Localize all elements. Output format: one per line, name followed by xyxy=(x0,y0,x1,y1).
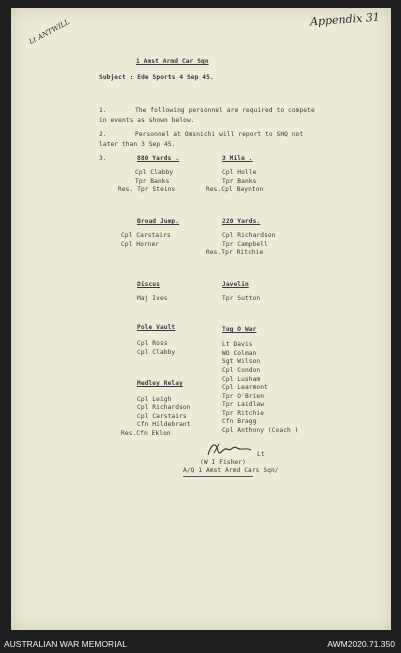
signature-role: A/Q 1 Amst Armd Cars Sqn/ xyxy=(183,467,279,474)
corner-annotation: Lt ANTWILL xyxy=(27,17,72,47)
event-pole-vault-entry: Cpl Clabby xyxy=(137,349,176,356)
event-220-yards-entry: Res.Tpr Ritchie xyxy=(206,249,264,256)
event-tug-o-war-entry: WO Colman xyxy=(222,350,257,357)
event-broad-jump-entry: Cpl Horner xyxy=(121,241,160,248)
event-tug-o-war-entry: Cpl Lusham xyxy=(222,376,261,383)
event-broad-jump-entry: Cpl Carstairs xyxy=(121,232,171,239)
event-tug-o-war-title: Tug O War xyxy=(222,326,257,333)
event-220-yards-title: 220 Yards. xyxy=(222,218,261,225)
para-2-line-1: Personnel at Omsnichi will report to SHQ not xyxy=(135,131,304,138)
event-discus-title: Discus xyxy=(137,281,160,288)
event-3-mile-entry: Tpr Banks xyxy=(222,178,257,185)
event-tug-o-war-entry: Tpr Ritchie xyxy=(222,410,265,417)
event-tug-o-war-entry: Tpr O'Brien xyxy=(222,393,265,400)
event-medley-relay-entry: Res.Cfn Eklon xyxy=(121,430,171,437)
handwritten-signature xyxy=(205,439,255,461)
para-1-line-1: The following personnel are required to compete xyxy=(135,107,315,114)
event-javelin-title: Javelin xyxy=(222,281,249,288)
para-2-line-2: later than 3 Sep 45. xyxy=(99,141,176,148)
event-3-mile-entry: Cpl Holle xyxy=(222,169,257,176)
event-tug-o-war-entry: Cpl Anthony (Coach ) xyxy=(222,427,299,434)
event-880-yards-title: 880 Yards . xyxy=(137,155,180,162)
signature-rank: Lt xyxy=(257,451,265,458)
event-tug-o-war-entry: Tpr Laidlaw xyxy=(222,401,265,408)
event-tug-o-war-entry: Cpl Condon xyxy=(222,367,261,374)
event-medley-relay-entry: Cfn Hildebrant xyxy=(137,421,191,428)
event-880-entry: Cpl Clabby xyxy=(135,169,174,176)
event-220-yards-entry: Cpl Richardson xyxy=(222,232,276,239)
event-tug-o-war-entry: Sgt Wilson xyxy=(222,358,261,365)
event-medley-relay-entry: Cpl Richardson xyxy=(137,404,191,411)
footer-bar xyxy=(0,634,401,653)
event-medley-relay-entry: Cpl Leigh xyxy=(137,396,172,403)
event-broad-jump-title: Broad Jump. xyxy=(137,218,180,225)
event-tug-o-war-entry: Cpl Learmont xyxy=(222,384,268,391)
event-medley-relay-entry: Cpl Carstairs xyxy=(137,413,187,420)
para-2-number: 2. xyxy=(99,131,107,138)
event-tug-o-war-entry: Lt Davis xyxy=(222,341,253,348)
subject-line: Subject : Ede Sports 4 Sep 45. xyxy=(99,74,214,81)
event-880-entry: Tpr Banks xyxy=(135,178,170,185)
para-3-number: 3. xyxy=(99,155,107,162)
event-javelin-entry: Tpr Sutton xyxy=(222,295,261,302)
event-pole-vault-title: Pole Vault xyxy=(137,324,176,331)
footer-accession: AWM2020.71.350 xyxy=(327,639,395,649)
event-pole-vault-entry: Cpl Ross xyxy=(137,340,168,347)
event-3-mile-entry: Res.Cpl Baynton xyxy=(206,186,264,193)
event-tug-o-war-entry: Cfn Bragg xyxy=(222,418,257,425)
event-220-yards-entry: Tpr Campbell xyxy=(222,241,268,248)
event-medley-relay-title: Medley Relay xyxy=(137,380,183,387)
event-3-mile-title: 3 Mile . xyxy=(222,155,253,162)
appendix-annotation: Appendix 31 xyxy=(309,10,381,29)
unit-heading: 1 Amst Armd Car Sqn xyxy=(136,58,209,65)
event-880-entry: Res. Tpr Steins xyxy=(118,186,176,193)
para-1-number: 1. xyxy=(99,107,107,114)
footer-institution: AUSTRALIAN WAR MEMORIAL xyxy=(4,639,127,649)
document-page xyxy=(11,8,391,630)
signature-underline xyxy=(183,476,253,477)
para-1-line-2: in events as shown below. xyxy=(99,117,195,124)
signature-name: (W I Fisher) xyxy=(200,459,246,466)
event-discus-entry: Maj Ives xyxy=(137,295,168,302)
